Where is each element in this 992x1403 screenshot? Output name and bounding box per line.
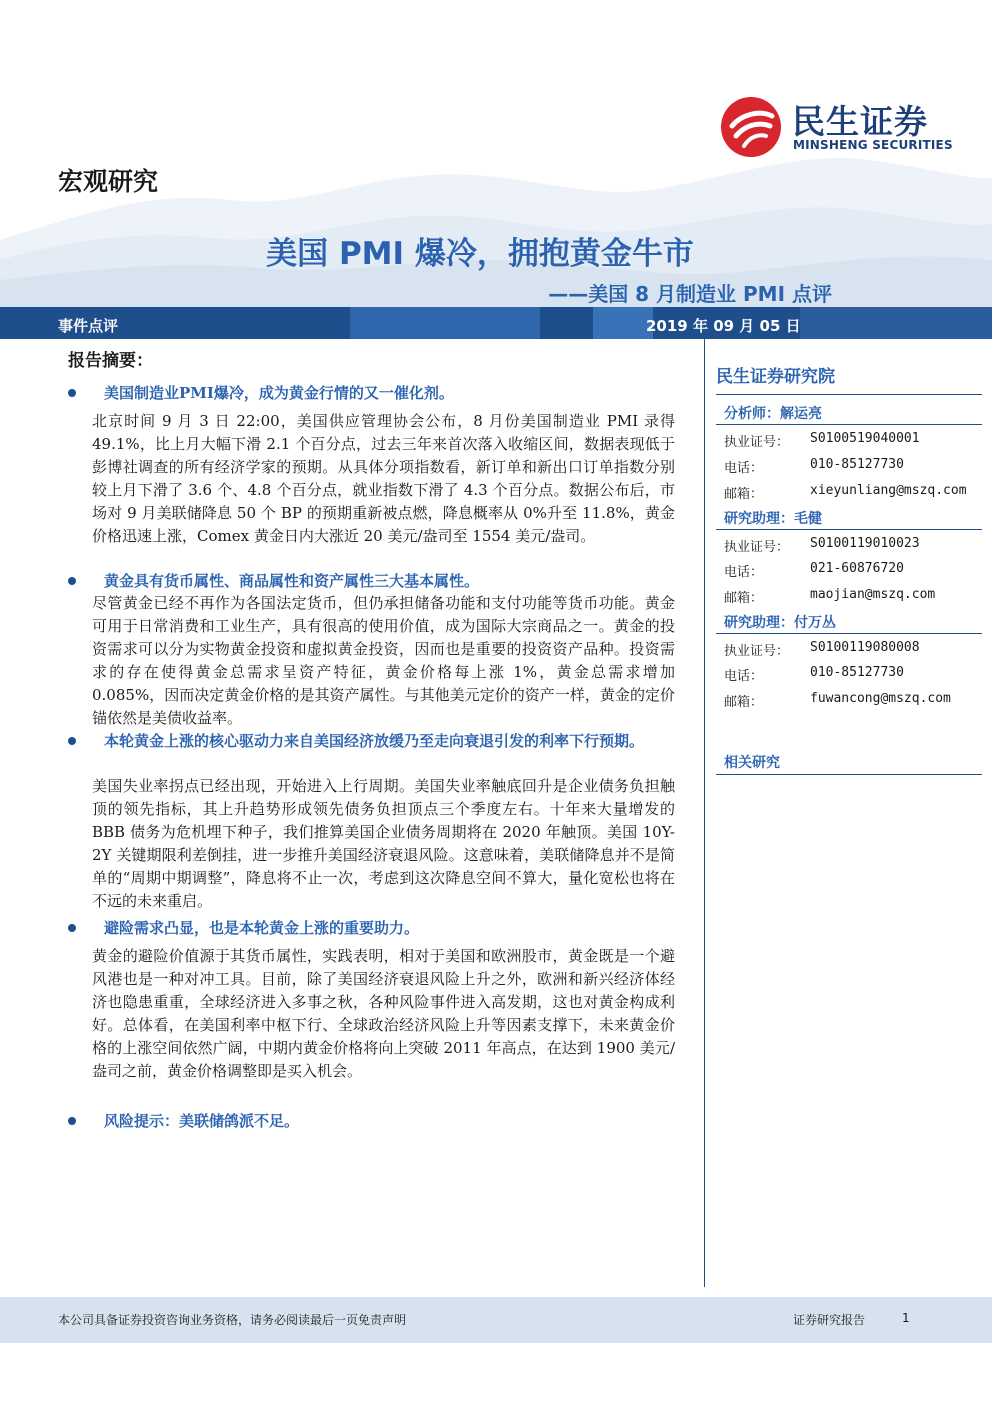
brand-name-cn: 民生证券: [792, 102, 928, 141]
summary-bullet-title: [68, 570, 679, 592]
summary-paragraph: 尽管黄金已经不再作为各国法定货币，但仍承担储备功能和支付功能等货币功能。黄金可用于日常消费和工业生产，具有很高的使用价值，成为国际大宗商品之一。黄金的投资需求可以分为实物黄金投资和虚拟黄金投资，因而也是重要的投资资产品种。投资需求的存在使得黄金总需求呈资产特征，黄金价格每上涨 1%，黄金总需求增加 0.085%，因而决定黄金价格的是其资产属性。与其他美元定价的资产一样，黄金的定价锚依然是美债收益率。: [92, 594, 675, 727]
contact-label: 电话：: [724, 669, 764, 684]
report-title: [0, 228, 992, 273]
contact-label: 电话：: [724, 565, 764, 580]
summary-bullet-title-text: 本轮黄金上涨的核心驱动力来自美国经济放缓乃至走向衰退引发的利率下行预期。: [104, 732, 645, 750]
summary-bullet-title: [68, 1110, 679, 1132]
report-title-text: 美国 PMI 爆冷，拥抱黄金牛市: [266, 236, 694, 272]
summary-bullet-title: [68, 917, 679, 939]
summary-bullet-title-text: 避险需求凸显，也是本轮黄金上涨的重要助力。: [104, 919, 420, 937]
band-segment: [593, 307, 653, 339]
bullet-icon: [68, 924, 76, 932]
contact-label: 执业证号：: [724, 435, 790, 450]
header-band: [0, 307, 992, 339]
contact-label: 执业证号：: [724, 540, 790, 555]
bullet-icon: [68, 737, 76, 745]
contact-label: 邮箱：: [724, 487, 764, 502]
column-divider: [704, 339, 705, 1287]
report-type: 事件点评: [58, 317, 119, 335]
sidebar-divider: [716, 529, 982, 530]
phone-number: 010-85127730: [810, 665, 904, 680]
bullet-icon: [68, 577, 76, 585]
page-number: 1: [902, 1311, 910, 1325]
license-number: S0100119080008: [810, 640, 920, 655]
assistant-heading: 研究助理：付万丛: [724, 615, 836, 631]
summary-bullet-title-text: 风险提示：美联储鸽派不足。: [104, 1112, 300, 1130]
summary-bullet-title: [68, 730, 679, 752]
summary-bullet-title-text: 美国制造业PMI爆冷，成为黄金行情的又一催化剂。: [104, 384, 454, 402]
email-link[interactable]: maojian@mszq.com: [810, 587, 936, 602]
summary-heading: 报告摘要：: [68, 351, 153, 371]
phone-number: 010-85127730: [810, 457, 904, 472]
sidebar-divider: [716, 394, 982, 395]
email-link[interactable]: xieyunliang@mszq.com: [810, 483, 967, 498]
bullet-icon: [68, 1117, 76, 1125]
summary-paragraph: 黄金的避险价值源于其货币属性，实践表明，相对于美国和欧洲股市，黄金既是一个避风港也是一种对冲工具。目前，除了美国经济衰退风险上升之外，欧洲和新兴经济体经济也隐患重重，全球经济进入多事之秋，各种风险事件进入高发期，这也对黄金构成利好。总体看，在美国利率中枢下行、全球政治经济风险上升等因素支撑下，未来黄金价格的上涨空间依然广阔，中期内黄金价格将向上突破 2011 年高点，在达到 1900 美元/盎司之前，黄金价格调整即是买入机会。: [92, 947, 675, 1080]
contact-label: 邮箱：: [724, 591, 764, 606]
assistant-heading: 研究助理：毛健: [724, 511, 822, 527]
report-date: 2019 年 09 月 05 日: [646, 317, 801, 335]
sidebar-divider: [716, 424, 982, 425]
contact-label: 邮箱：: [724, 695, 764, 710]
summary-paragraph: 北京时间 9 月 3 日 22:00，美国供应管理协会公布，8 月份美国制造业 PMI 录得 49.1%，比上月大幅下滑 2.1 个百分点，过去三年来首次落入收缩区间，数据表现低于彭博社调查的所有经济学家的预期。从具体分项指数看，新订单和新出口订单指数分别较上月下滑了 3.6 个、4.8 个百分点，就业指数下滑了 4.3 个百分点。数据公布后，市场对 9 月美联储降息 50 个 BP 的预期重新被点燃，降息概率从 0%升至 11.8%，黄金价格迅速上涨，Comex 黄金日内大涨近 20 美元/盎司至 1554 美元/盎司。: [92, 412, 675, 545]
sidebar-divider: [716, 633, 982, 634]
brand-logo: [720, 92, 960, 162]
summary-bullet-title-text: 黄金具有货币属性、商品属性和资产属性三大基本属性。: [104, 572, 480, 590]
footer-disclaimer: 本公司具备证券投资咨询业务资格，请务必阅读最后一页免责声明: [58, 1313, 407, 1327]
minsheng-logo-icon: [720, 96, 782, 158]
license-number: S0100119010023: [810, 536, 920, 551]
bullet-icon: [68, 389, 76, 397]
band-segment: [800, 307, 992, 339]
brand-name-en: MINSHENG SECURITIES: [793, 138, 953, 152]
band-segment: [350, 307, 540, 339]
footer-report-label: 证券研究报告: [793, 1313, 866, 1327]
summary-paragraph: 美国失业率拐点已经出现，开始进入上行周期。美国失业率触底回升是企业债务负担触顶的领先指标，其上升趋势形成领先债务负担顶点三个季度左右。十年来大量增发的 BBB 债务为危机埋下种子，我们推算美国企业债务周期将在 2020 年触顶。美国 10Y-2Y 关键期限利差倒挂，进一步推升美国经济衰退风险。这意味着，美联储降息并不是简单的“周期中期调整”，降息将不止一次，考虑到这次降息空间不算大，量化宽松也将在不远的未来重启。: [92, 777, 675, 910]
related-research-heading: 相关研究: [724, 755, 780, 771]
analyst-heading: 分析师：解运亮: [724, 406, 822, 422]
phone-number: 021-60876720: [810, 561, 904, 576]
report-subtitle: ——美国 8 月制造业 PMI 点评: [548, 282, 832, 306]
research-institute: 民生证券研究院: [716, 367, 835, 387]
contact-label: 执业证号：: [724, 644, 790, 659]
summary-bullet-title: [68, 382, 679, 404]
contact-label: 电话：: [724, 461, 764, 476]
sidebar-divider: [716, 774, 982, 775]
section-name: 宏观研究: [58, 167, 159, 196]
license-number: S0100519040001: [810, 431, 920, 446]
email-link[interactable]: fuwancong@mszq.com: [810, 691, 951, 706]
